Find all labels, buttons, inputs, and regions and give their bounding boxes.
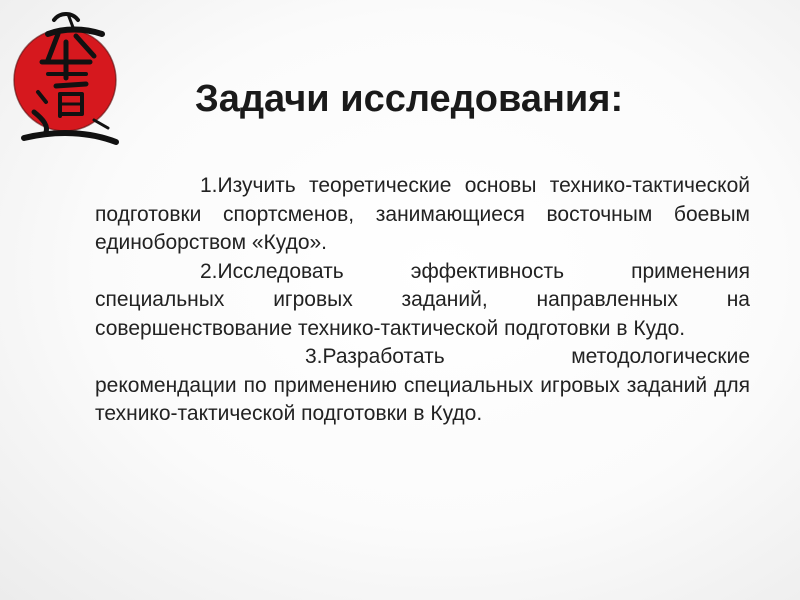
task-item: 3.Разработать методологические рекомендации по применению специальных игровых заданий для технико-тактической подготовки в Кудо. [95,345,750,425]
tasks-list [95,172,750,429]
task-item: 2.Исследовать эффективность применения специальных игровых заданий, направленных на совершенствование технико-тактической подготовки в Кудо. [95,259,750,340]
slide-title: Задачи исследования: [195,78,624,120]
kudo-emblem-icon [8,8,128,148]
task-item: 1.Изучить теоретические основы технико-тактической подготовки спортсменов, занимающиеся восточным боевым единоборством «Кудо». [95,174,750,254]
